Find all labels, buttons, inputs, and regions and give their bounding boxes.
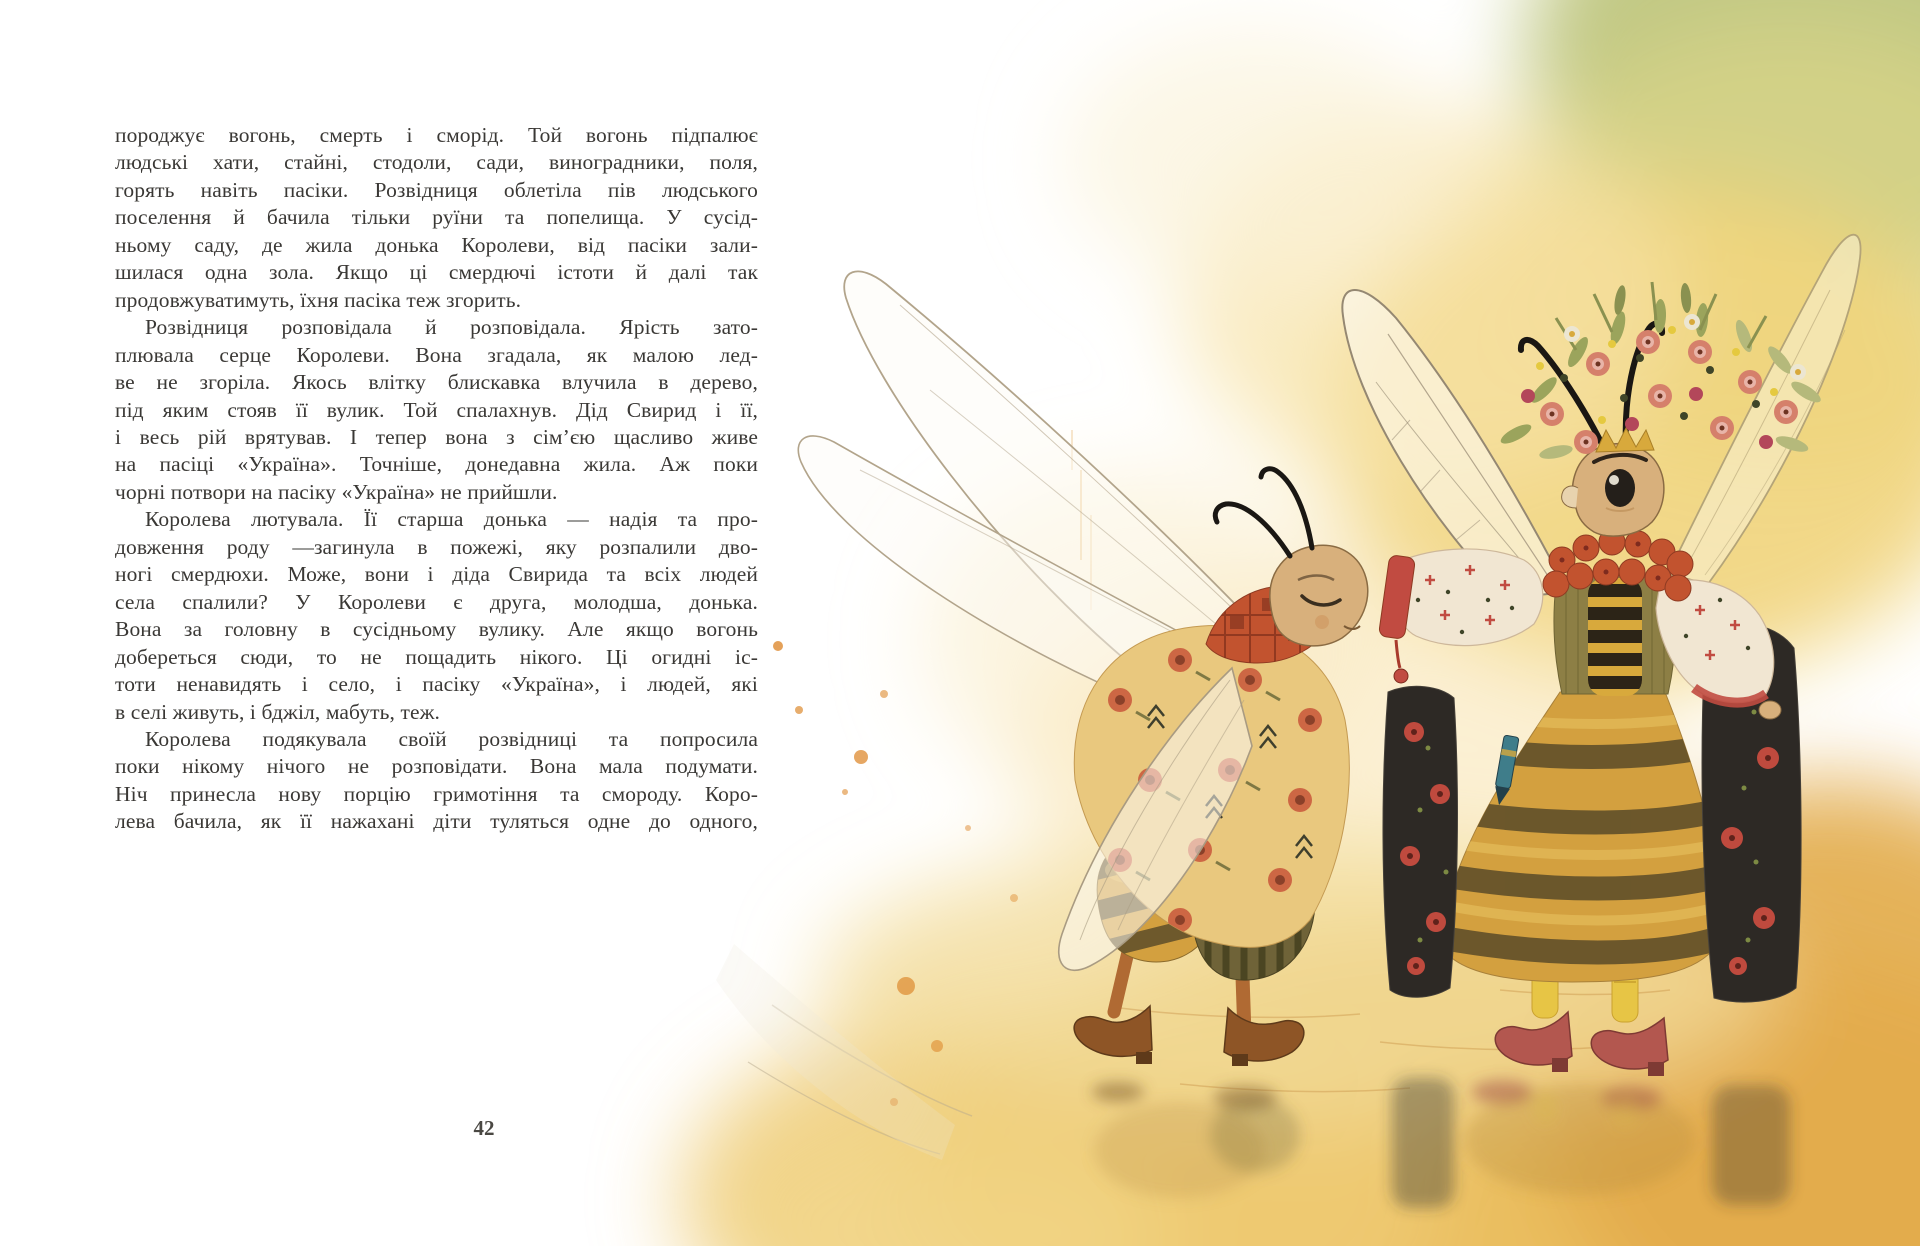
text-line: під яким стояв її вулик. Той спалахнув. Дід Свирид і її, bbox=[115, 397, 758, 422]
queen-cape-left-panel bbox=[1383, 686, 1458, 997]
queen-eye bbox=[1605, 469, 1635, 507]
text-line: ве не згоріла. Якось влітку блискавка влучила в дерево, bbox=[115, 370, 758, 395]
text-line: поки нікому нічого не розповідати. Вона мала подумати. bbox=[115, 754, 758, 779]
paragraph bbox=[115, 506, 758, 726]
text-line: Королева лютувала. Її старша донька — надія та про- bbox=[145, 507, 758, 532]
sleeve-tassel bbox=[1394, 669, 1408, 683]
text-line: на пасіці «Україна». Точніше, донедавна жила. Аж поки bbox=[115, 452, 758, 477]
text-line: добереться сюди, то не пощадить нікого. Ці огидні іс- bbox=[115, 644, 758, 669]
text-line: довження роду —загинула в пожежі, яку розпалили дво- bbox=[115, 534, 758, 559]
paragraph bbox=[115, 726, 758, 836]
text-line: поселення й бачила тільки руїни та попелища. У сусід- bbox=[115, 205, 758, 230]
paragraph bbox=[115, 122, 758, 314]
text-line: тоти ненавидять і село, і пасіку «Україна», і людей, які bbox=[115, 672, 758, 697]
text-line: шилася одна зола. Якщо ці смердючі істоти й далі так bbox=[115, 260, 758, 285]
text-line: Королева подякувала своїй розвідниці та попросила bbox=[145, 726, 758, 751]
vest-bee-stripes bbox=[1588, 578, 1642, 696]
text-line: плювала серце Королеви. Вона згадала, як малою лед- bbox=[115, 342, 758, 367]
text-line: в селі живуть, і бджіл, мабуть, теж. bbox=[115, 699, 441, 724]
paragraph bbox=[115, 314, 758, 506]
text-line: села спалили? У Королеви є друга, молодша, донька. bbox=[115, 589, 758, 614]
text-line: продовжуватимуть, їхня пасіка теж згорить. bbox=[115, 287, 522, 312]
text-line: горять навіть пасіки. Розвідниця облетіла пів людського bbox=[115, 177, 758, 202]
text-line: людські хати, стайні, стодоли, сади, виноградники, поля, bbox=[115, 150, 758, 175]
text-line: ньому саду, де жила донька Королеви, від пасіки зали- bbox=[115, 232, 758, 257]
text-line: чорні потвори на пасіку «Україна» не прийшли. bbox=[115, 479, 558, 504]
text-line: Ніч принесла нову порцію гримотіння та смороду. Коро- bbox=[115, 781, 758, 806]
text-column bbox=[115, 122, 758, 836]
text-line: і весь рій врятував. І тепер вона з сім’єю щасливо живе bbox=[115, 424, 758, 449]
text-line: Вона за головну в сусідньому вулику. Але якщо вогонь bbox=[115, 617, 758, 642]
text-line: ногі смердюхи. Може, вони і діда Свирида та всіх людей bbox=[115, 562, 758, 587]
text-line: Розвідниця розповідала й розповідала. Ярість зато- bbox=[145, 315, 758, 340]
text-line: породжує вогонь, смерть і сморід. Той вогонь підпалює bbox=[115, 123, 758, 147]
page-number: 42 bbox=[473, 1116, 495, 1140]
text-line: лева бачила, як її нажахані діти туляться одне до одного, bbox=[115, 809, 758, 834]
queen-hand bbox=[1759, 701, 1781, 719]
